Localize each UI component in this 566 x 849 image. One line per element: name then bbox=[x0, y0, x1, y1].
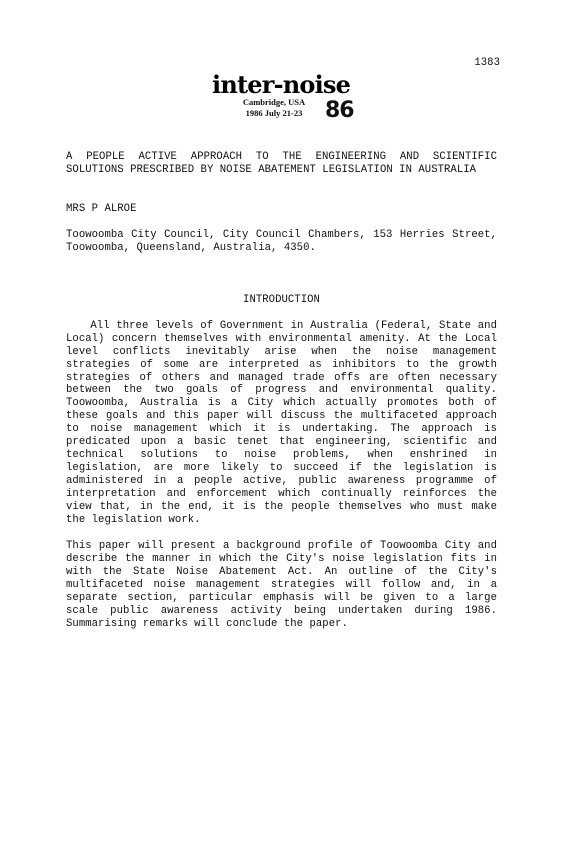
paper-title: A PEOPLE ACTIVE APPROACH TO THE ENGINEERING AND SCIENTIFIC SOLUTIONS PRESCRIBED BY NOISE ABATEMENT LEGISLATION IN AUSTRALIA bbox=[66, 151, 497, 176]
logo-place: Cambridge, USA bbox=[242, 97, 306, 107]
logo-year: 86 bbox=[325, 98, 354, 123]
author-name: MRS P ALROE bbox=[66, 202, 137, 215]
conference-logo bbox=[212, 72, 362, 128]
section-heading: INTRODUCTION bbox=[243, 293, 320, 306]
body-paragraph: All three levels of Government in Australia (Federal, State and Local) concern themselves with environmental amenity. At the Local level conflicts inevitably arise when the noise management strategies of some are interpreted as inhibitors to the growth strategies of others and managed trade offs are often necessary between the two goals of progress and environmental quality. Toowoomba, Australia is a City which actually promotes both of these goals and this paper will discuss the multifaceted approach to noise management which it is undertaking. The approach is predicated upon a basic tenet that engineering, scientific and technical solutions to noise problems, when enshrined in legislation, are more likely to succeed if the legislation is administered in a people active, public awareness programme of interpretation and enforcement which continually reinforces the view that, in the end, it is the people themselves who must make the legislation work. bbox=[66, 319, 497, 527]
logo-wordmark: inter-noise bbox=[212, 70, 351, 99]
paper-body bbox=[66, 151, 497, 631]
page-number: 1383 bbox=[474, 57, 500, 69]
body-paragraph: This paper will present a background profile of Toowoomba City and describe the manner in which the City's noise legislation fits in with the State Noise Abatement Act. An outline of the City's multifaceted noise management strategies will follow and, in a separate section, particular emphasis will be given to a large scale public awareness activity being undertaken during 1986. Summarising remarks will conclude the paper. bbox=[66, 539, 497, 630]
logo-date: 1986 July 21-23 bbox=[245, 108, 303, 118]
author-affiliation: Toowoomba City Council, City Council Chambers, 153 Herries Street, Toowoomba, Queensland, Australia, 4350. bbox=[66, 228, 497, 254]
